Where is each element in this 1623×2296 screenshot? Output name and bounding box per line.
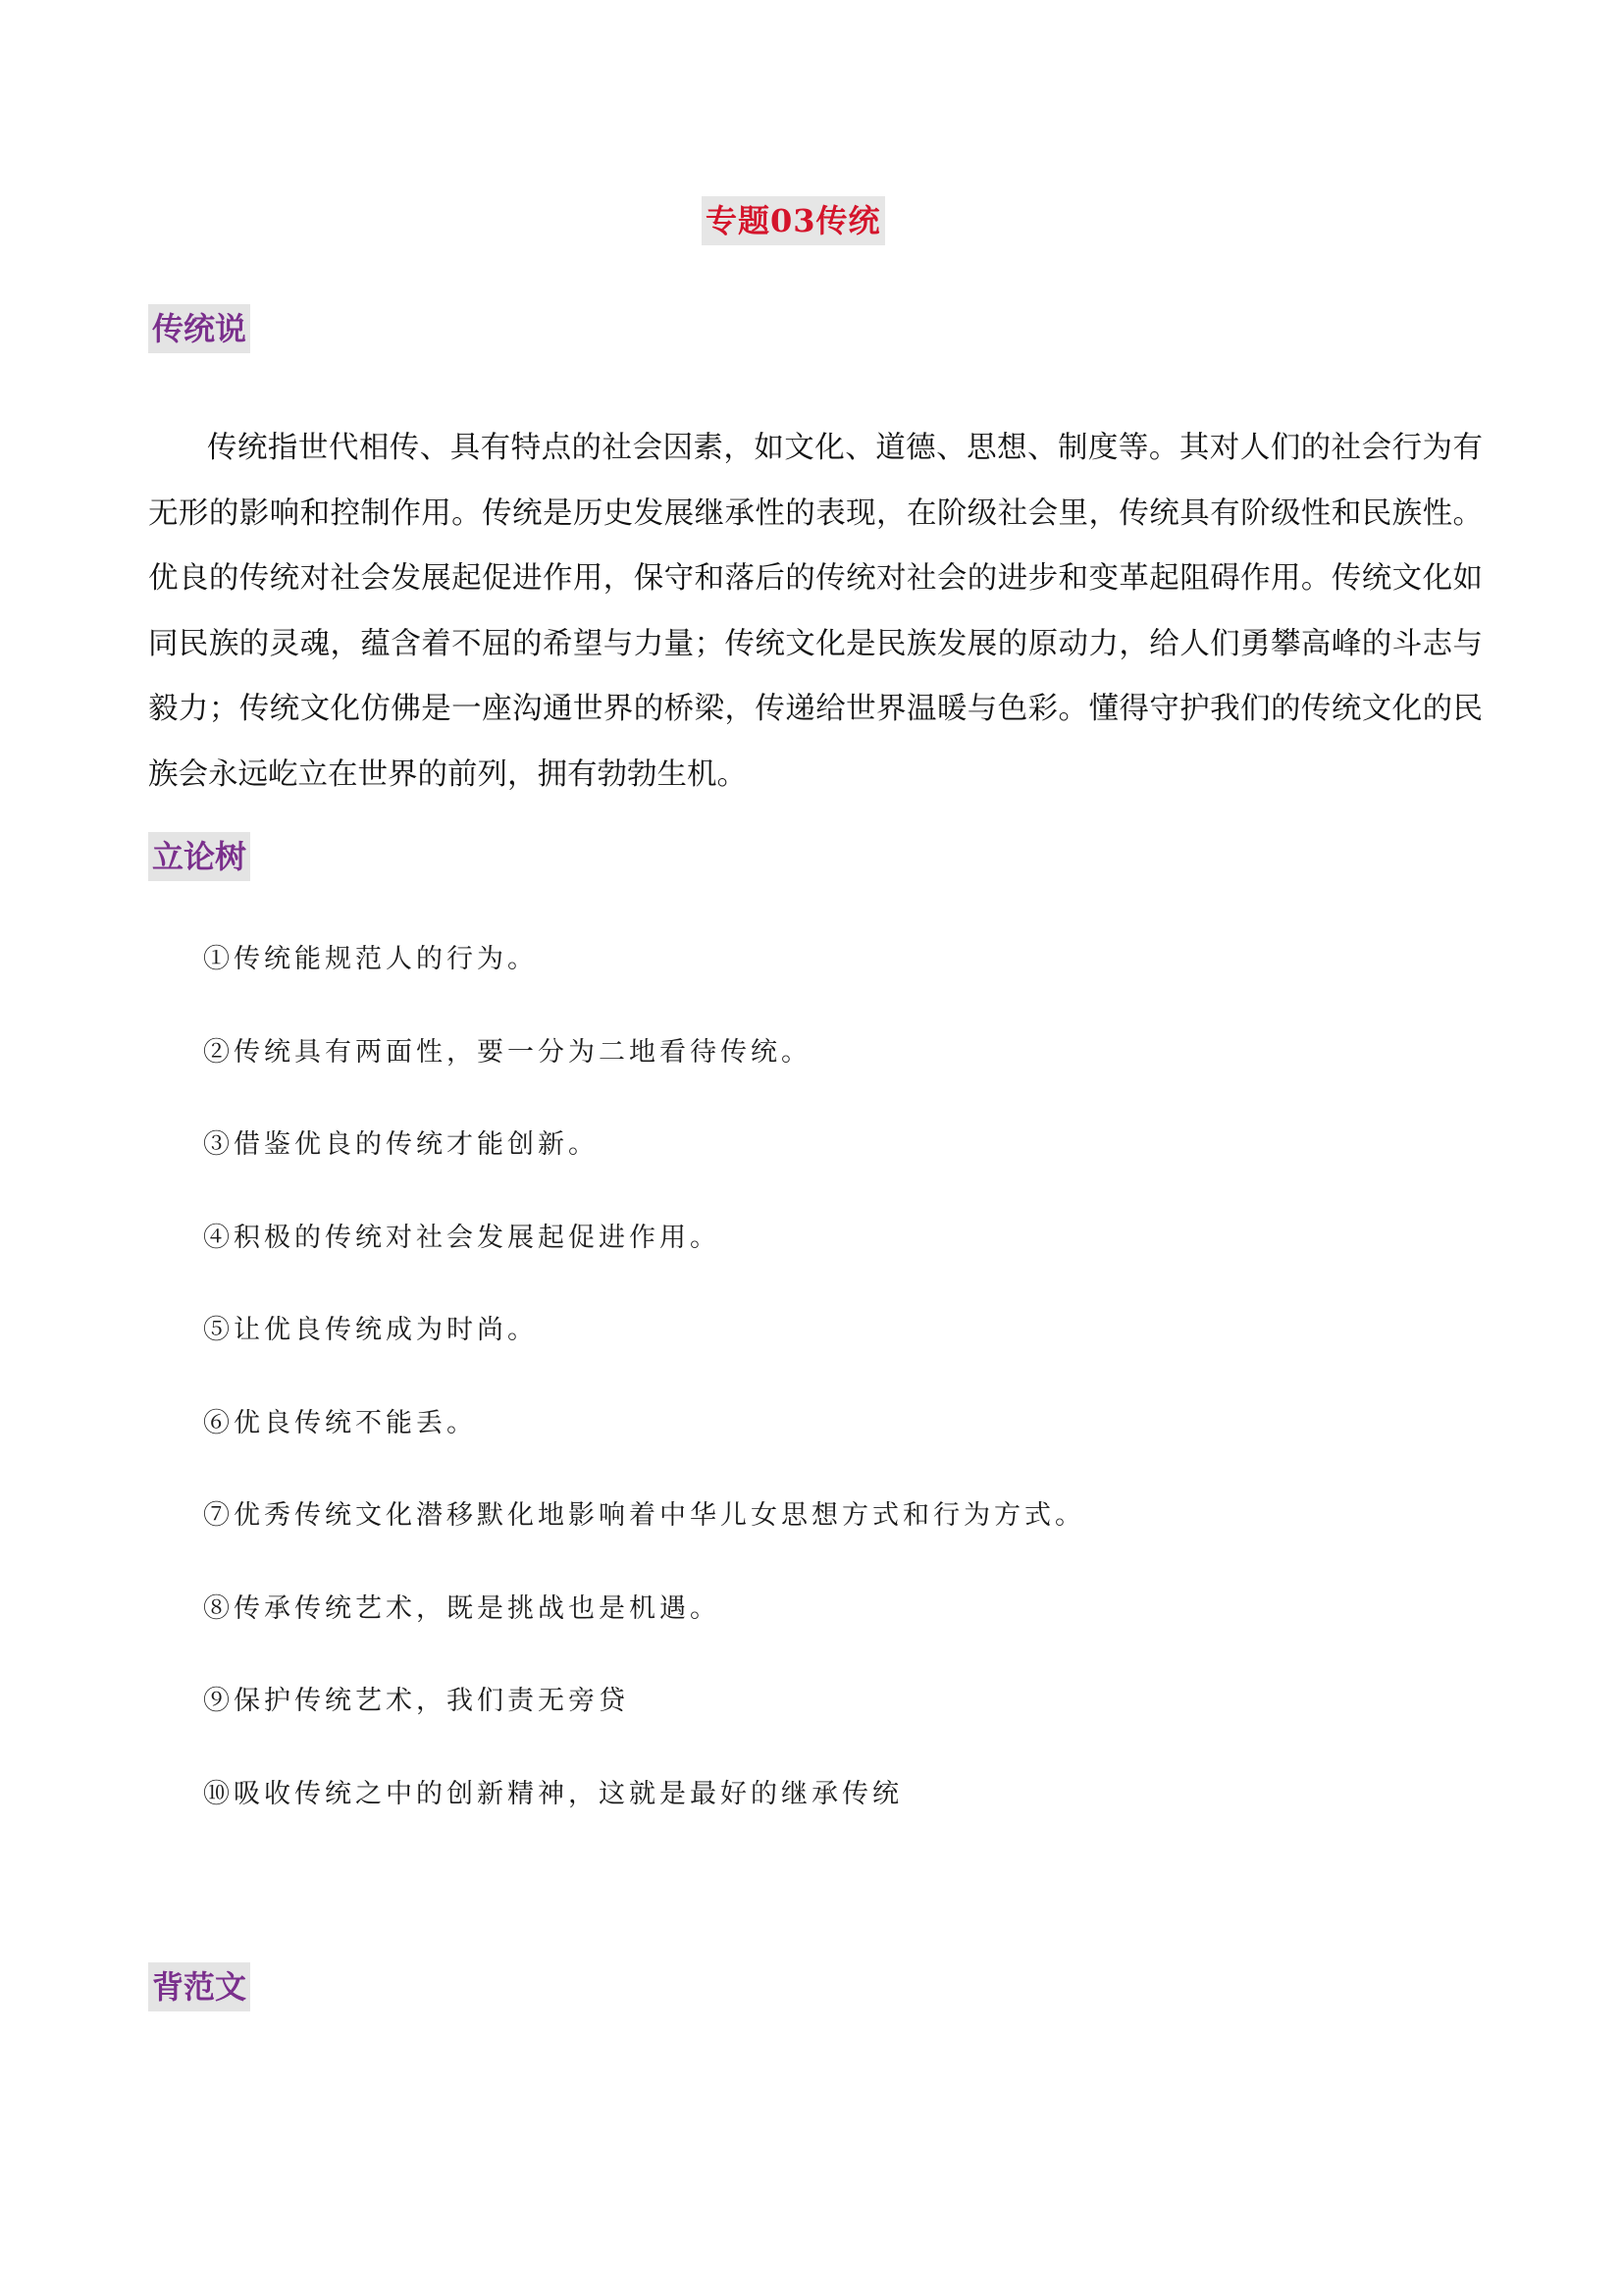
thesis-point-2: ②传统具有两面性，要一分为二地看待传统。 [203, 1036, 812, 1068]
thesis-point-9: ⑨保护传统艺术，我们责无旁贷 [203, 1686, 629, 1716]
page-title: 专题03传统 [702, 196, 885, 245]
thesis-point-1: ①传统能规范人的行为。 [203, 944, 538, 974]
section-heading-intro: 传统说 [148, 304, 250, 353]
intro-paragraph: 传统指世代相传、具有特点的社会因素，如文化、道德、思想、制度等。其对人们的社会行为有无形的影响和控制作用。传统是历史发展继承性的表现，在阶级社会里，传统具有阶级性和民族性。优良的传统对社会发展起促进作用，保守和落后的传统对社会的进步和变革起阻碍作用。传统文化如同民族的灵魂，蕴含着不屈的希望与力量；传统文化是民族发展的原动力，给人们勇攀高峰的斗志与毅力；传统文化仿佛是一座沟通世界的桥梁，传递给世界温暖与色彩。懂得守护我们的传统文化的民族会永远屹立在世界的前列，拥有勃勃生机。 [148, 431, 1483, 792]
thesis-point-5: ⑤让优良传统成为时尚。 [203, 1315, 538, 1345]
thesis-point-6: ⑥优良传统不能丢。 [203, 1407, 477, 1438]
thesis-point-8: ⑧传承传统艺术，既是挑战也是机遇。 [203, 1592, 720, 1624]
thesis-point-3: ③借鉴优良的传统才能创新。 [203, 1129, 599, 1160]
thesis-list [203, 940, 1085, 1867]
thesis-point-4: ④积极的传统对社会发展起促进作用。 [203, 1222, 720, 1253]
section-heading-thesis: 立论树 [148, 832, 250, 881]
thesis-point-7: ⑦优秀传统文化潜移默化地影响着中华儿女思想方式和行为方式。 [203, 1500, 1085, 1531]
section-heading-essay: 背范文 [148, 1962, 250, 2011]
thesis-point-10: ⑩吸收传统之中的创新精神，这就是最好的继承传统 [203, 1778, 903, 1809]
